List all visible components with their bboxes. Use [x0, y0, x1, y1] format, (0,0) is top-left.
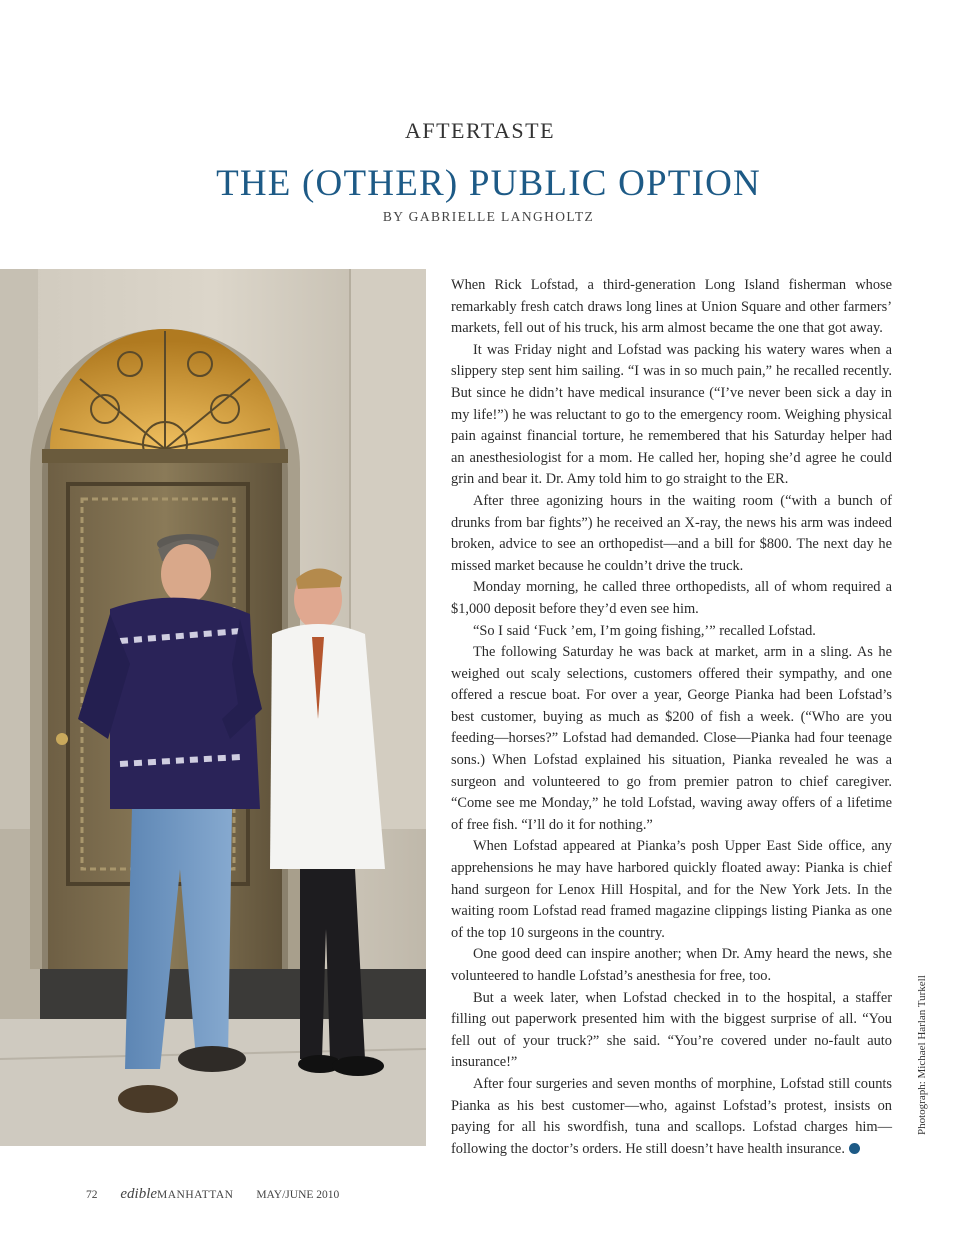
article-paragraph: After three agonizing hours in the waiting room (“with a bunch of drunks from bar fights”) he received an X-ray, the news his arm was indeed broken, advice to see an orthopedist—and a bill for $800. The next day he missed market because he couldn’t drive the truck. — [451, 492, 892, 574]
end-mark-icon — [849, 1143, 860, 1154]
byline: BY GABRIELLE LANGHOLTZ — [382, 209, 595, 224]
article-paragraph: “So I said ‘Fuck ’em, I’m going fishing,’” recalled Lofstad. — [473, 622, 816, 639]
magazine-name-italic: edible — [120, 1186, 158, 1202]
article-paragraph: Monday morning, he called three orthopedists, all of whom required a $1,000 deposit before they’d even see him. — [451, 579, 892, 617]
page-footer — [86, 1186, 339, 1203]
article-paragraph: It was Friday night and Lofstad was packing his watery wares when a slippery step sent him sailing. “I was in so much pain,” he recalled recently. But since he didn’t have medical insurance (“I’ve never been sick a day in my life!”) he was reluctant to go to the emergency room. Weighing physical pain against financial torture, he remembered that his Saturday helper had an anesthesiologist for a mom. He called her, hoping she’d agree he could grin and bear it. Dr. Amy told him to go straight to the ER. — [451, 341, 892, 488]
article-paragraph: The following Saturday he was back at market, arm in a sling. As he weighed out scaly selections, customers offered their sympathy, and one offered a rescue boat. For over a year, George Pianka had been Lofstad’s best customer, buying as much as $200 of fish a week. (“Who are you feeding—horses?” Lofstad had demanded. Close—Pianka had four teenage sons.) When Lofstad explained his situation, Pianka revealed he was a surgeon and volunteered to go from premier patron to chief caregiver. “Come see me Monday,” he told Lofstad, waving away offers of a lifetime of free fish. “I’ll do it for nothing.” — [451, 644, 892, 833]
article-title: THE (OTHER) PUBLIC OPTION — [216, 163, 761, 204]
article-paragraph — [451, 1074, 892, 1160]
article-photo — [0, 269, 426, 1146]
article-paragraph: One good deed can inspire another; when Dr. Amy heard the news, she volunteered to handle Lofstad’s anesthesia for free, too. — [451, 946, 892, 984]
article-paragraph: But a week later, when Lofstad checked in to the hospital, a staffer filling out paperwork presented him with the biggest surprise of all. “You fell out of your truck?” she said. “You’re covered under no-fault auto insurance!” — [451, 989, 892, 1071]
article-paragraph: When Lofstad appeared at Pianka’s posh Upper East Side office, any apprehensions he may have harbored quickly floated away: Pianka is chief hand surgeon for Lenox Hill Hospital, and for the New York Jets. In the waiting room Lofstad read framed magazine clippings listing Pianka as one of the top 10 surgeons in the country. — [451, 838, 892, 941]
article-body — [451, 275, 892, 1160]
page-number: 72 — [86, 1189, 98, 1201]
last-paragraph-text: After four surgeries and seven months of morphine, Lofstad still counts Pianka as his best customer—who, against Lofstad’s protest, insists on paying for all his swordfish, tuna and scallops. Lofstad charges him—following the doctor’s orders. He still doesn’t have health insurance. — [451, 1075, 892, 1157]
article-paragraph: When Rick Lofstad, a third-generation Long Island fisherman whose remarkably fresh catch draws long lines at Union Square and other farmers’ markets, fell out of his truck, his arm almost became the one that got away. — [451, 277, 892, 337]
photo-credit: Photograph: Michael Harlan Turkell — [916, 975, 928, 1135]
magazine-name-caps: MANHATTAN — [157, 1189, 234, 1201]
section-label: AFTERTASTE — [404, 118, 556, 143]
issue-date: MAY/JUNE 2010 — [256, 1189, 340, 1201]
